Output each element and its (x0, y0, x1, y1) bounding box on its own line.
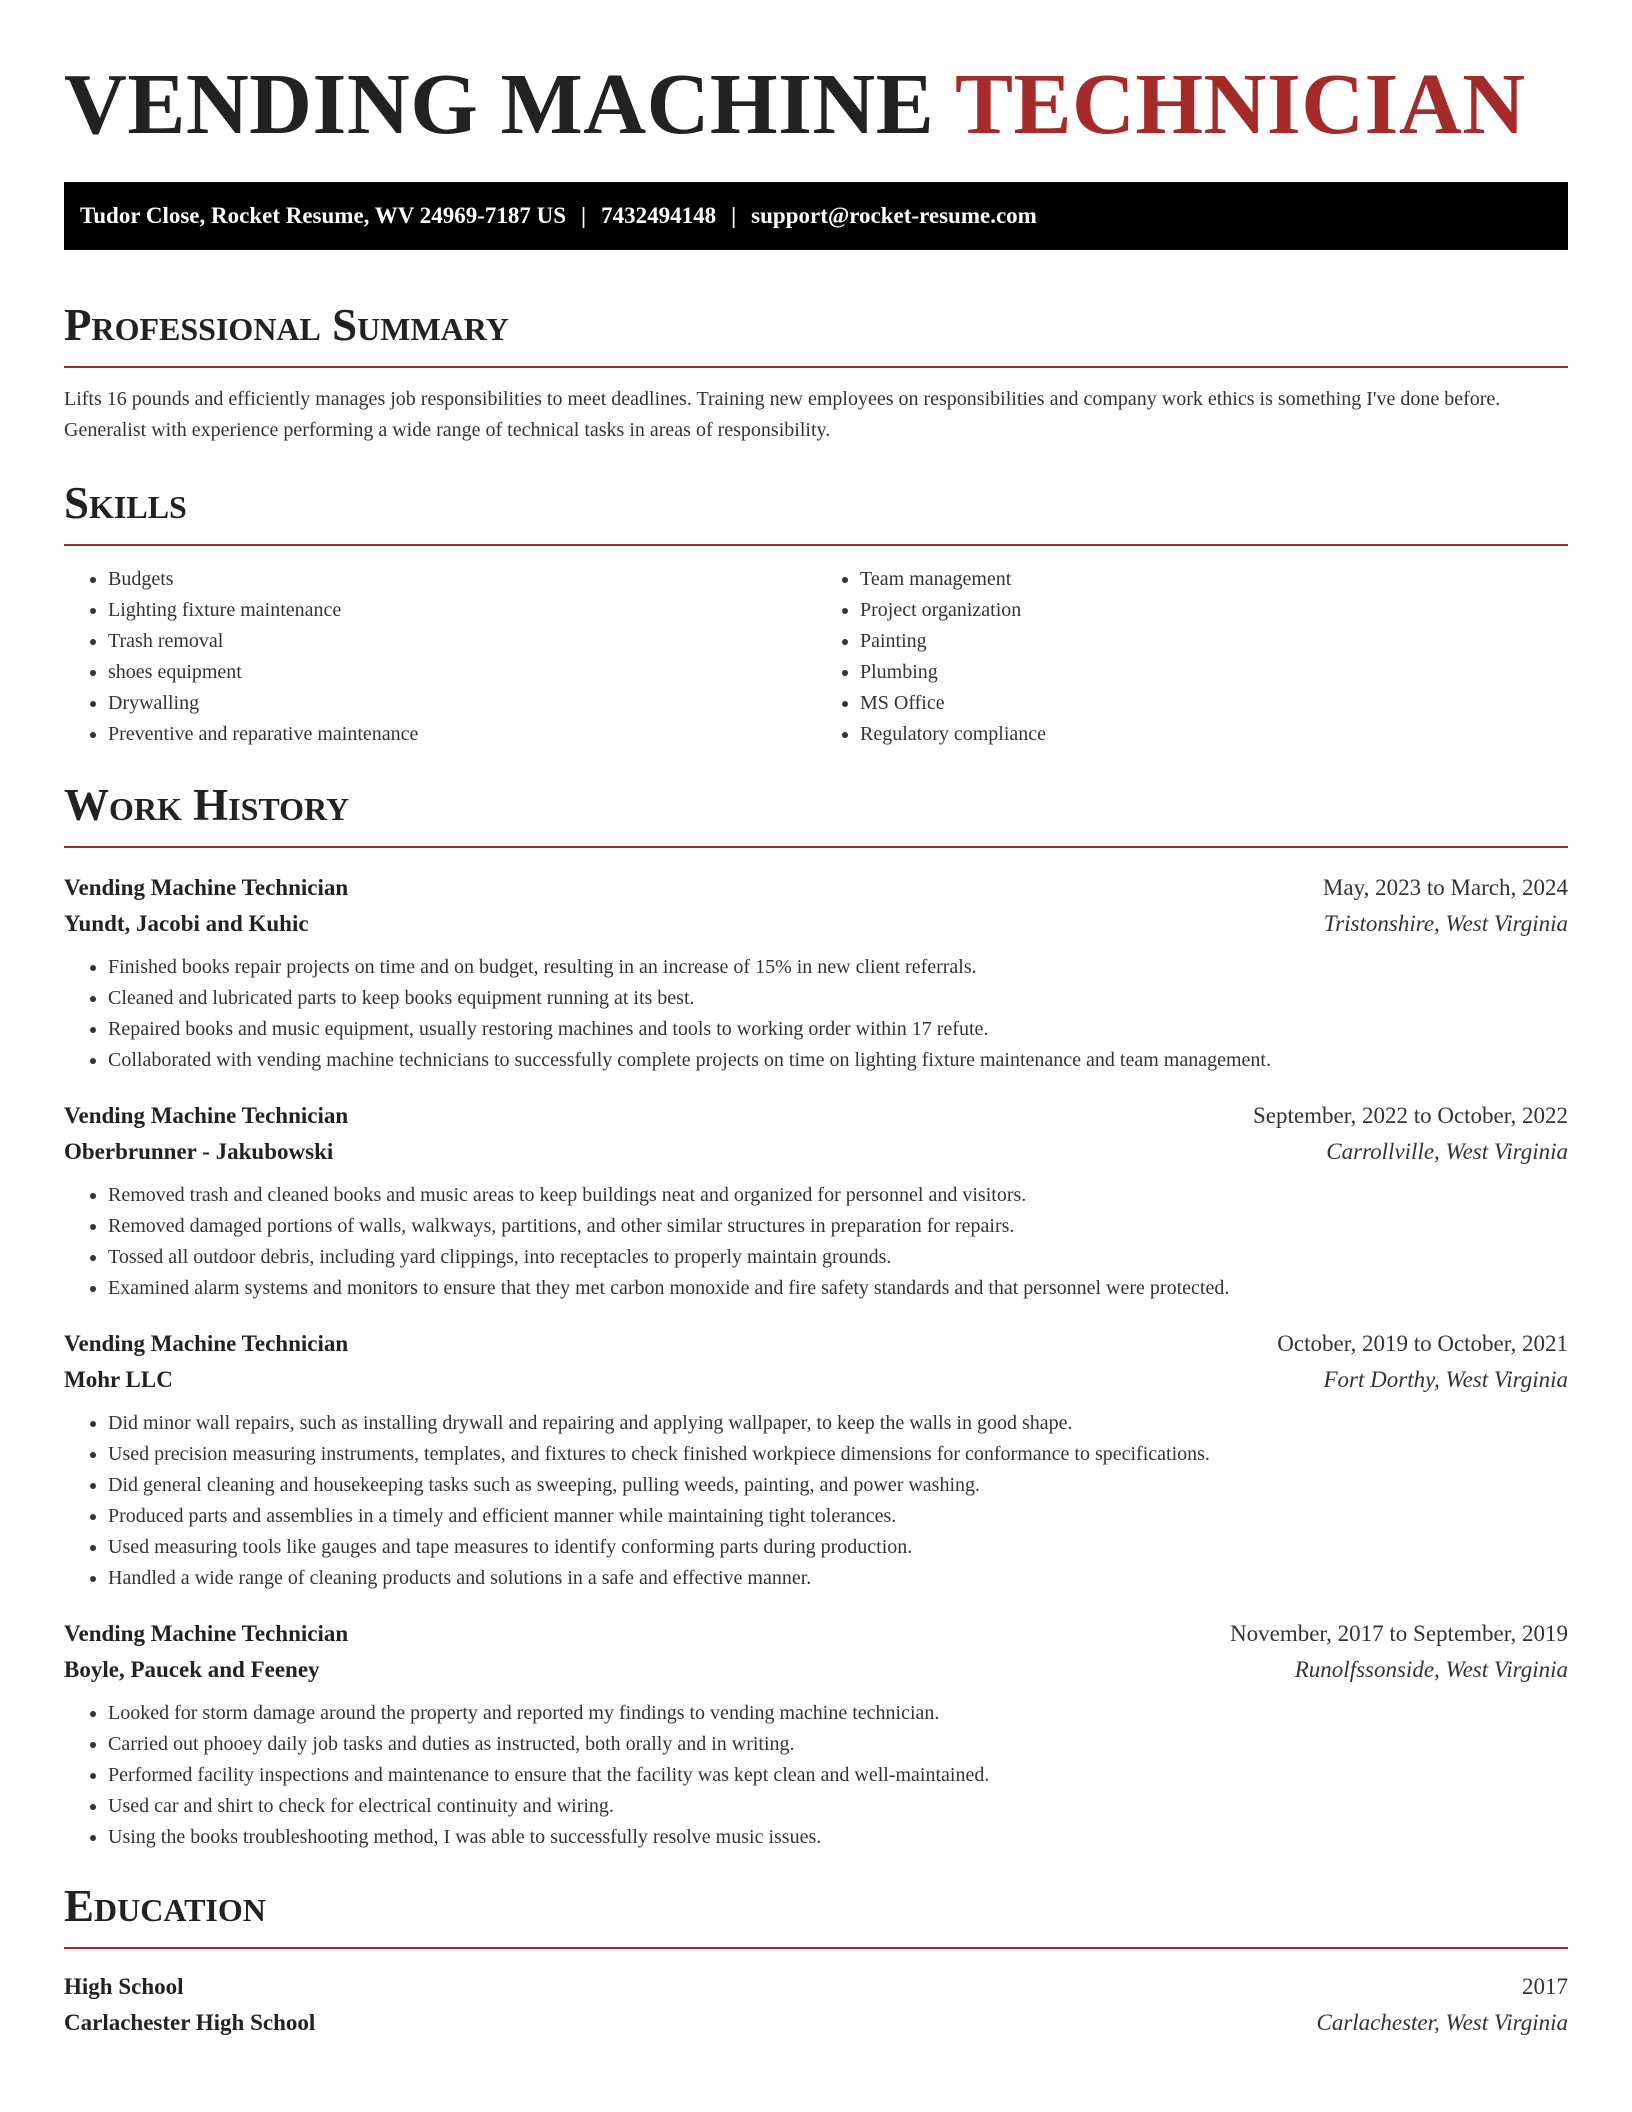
job-entry (64, 870, 1568, 1076)
job-company: Oberbrunner - Jakubowski (64, 1138, 334, 1164)
skill-item: • shoes equipment (108, 657, 816, 688)
job-duties (64, 1180, 1568, 1304)
job-duty: • Produced parts and assemblies in a timely and efficient manner while maintaining tight tolerances. (108, 1501, 1568, 1532)
job-dates: September, 2022 to October, 2022 (1253, 1102, 1568, 1128)
job-duty: • Removed trash and cleaned books and music areas to keep buildings neat and organized for personnel and visitors. (108, 1180, 1568, 1211)
job-dates: November, 2017 to September, 2019 (1230, 1620, 1568, 1646)
title-main: VENDING MACHINE (64, 55, 935, 152)
skill-item: • Trash removal (108, 626, 816, 657)
job-duty: • Cleaned and lubricated parts to keep books equipment running at its best. (108, 983, 1568, 1014)
job-duty: • Did minor wall repairs, such as installing drywall and repairing and applying wallpaper, to keep the walls in good shape. (108, 1408, 1568, 1439)
job-company: Mohr LLC (64, 1366, 173, 1392)
contact-bar (64, 182, 1568, 250)
job-location: Carrollville, West Virginia (1326, 1138, 1568, 1164)
job-location: Fort Dorthy, West Virginia (1323, 1366, 1568, 1392)
skill-item: • Preventive and reparative maintenance (108, 719, 816, 750)
job-entry (64, 1326, 1568, 1594)
skill-item: • Painting (860, 626, 1568, 657)
skill-item: • Project organization (860, 595, 1568, 626)
skill-item: • Lighting fixture maintenance (108, 595, 816, 626)
job-entry (64, 1616, 1568, 1853)
job-duty: • Collaborated with vending machine technicians to successfully complete projects on time on lighting fixture maintenance and team management. (108, 1045, 1568, 1076)
job-duties (64, 952, 1568, 1076)
job-duty: • Repaired books and music equipment, usually restoring machines and tools to working order within 17 refute. (108, 1014, 1568, 1045)
skill-item: • Plumbing (860, 657, 1568, 688)
section-divider (64, 366, 1568, 368)
education-year: 2017 (1522, 1973, 1568, 1999)
job-duty: • Used car and shirt to check for electrical continuity and wiring. (108, 1791, 1568, 1822)
contact-phone: 7432494148 (601, 202, 717, 228)
resume-title (64, 56, 1568, 152)
contact-separator: | (731, 202, 737, 228)
job-location: Tristonshire, West Virginia (1323, 910, 1568, 936)
work-history-heading: Work History (64, 779, 350, 830)
contact-email: support@rocket-resume.com (751, 202, 1037, 228)
job-duty: • Used precision measuring instruments, templates, and fixtures to check finished workpiece dimensions for conformance to specifications. (108, 1439, 1568, 1470)
job-dates: May, 2023 to March, 2024 (1322, 874, 1568, 900)
skills-list (64, 564, 1568, 750)
job-entry (64, 1098, 1568, 1304)
job-duty: • Performed facility inspections and maintenance to ensure that the facility was kept clean and well-maintained. (108, 1760, 1568, 1791)
skill-item: • Regulatory compliance (860, 719, 1568, 750)
skill-item: • Budgets (108, 564, 816, 595)
job-company: Boyle, Paucek and Feeney (64, 1656, 320, 1682)
job-title: Vending Machine Technician (64, 1330, 349, 1356)
job-company: Yundt, Jacobi and Kuhic (64, 910, 309, 936)
skill-item: • MS Office (860, 688, 1568, 719)
job-dates: October, 2019 to October, 2021 (1277, 1330, 1568, 1356)
contact-address: Tudor Close, Rocket Resume, WV 24969-7187 US (80, 202, 567, 228)
job-duty: • Removed damaged portions of walls, walkways, partitions, and other similar structures in preparation for repairs. (108, 1211, 1568, 1242)
education-entry (64, 1969, 1568, 2041)
skill-item: • Team management (860, 564, 1568, 595)
job-duty: • Tossed all outdoor debris, including yard clippings, into receptacles to properly maintain grounds. (108, 1242, 1568, 1273)
job-duties (64, 1408, 1568, 1594)
section-divider (64, 544, 1568, 546)
job-duty: • Carried out phooey daily job tasks and duties as instructed, both orally and in writing. (108, 1729, 1568, 1760)
skills-column-right (816, 564, 1568, 750)
skills-column-left (64, 564, 816, 750)
job-location: Runolfssonside, West Virginia (1294, 1656, 1568, 1682)
job-title: Vending Machine Technician (64, 1620, 349, 1646)
job-duty: • Using the books troubleshooting method, I was able to successfully resolve music issues. (108, 1822, 1568, 1853)
skills-heading: Skills (64, 477, 187, 528)
job-duty: • Looked for storm damage around the property and reported my findings to vending machine technician. (108, 1698, 1568, 1729)
contact-separator: | (581, 202, 587, 228)
job-duty: • Handled a wide range of cleaning products and solutions in a safe and effective manner. (108, 1563, 1568, 1594)
job-duty: • Used measuring tools like gauges and tape measures to identify conforming parts during production. (108, 1532, 1568, 1563)
job-title: Vending Machine Technician (64, 1102, 349, 1128)
job-duty: • Did general cleaning and housekeeping tasks such as sweeping, pulling weeds, painting, and power washing. (108, 1470, 1568, 1501)
education-degree: High School (64, 1973, 184, 1999)
summary-heading: Professional Summary (64, 299, 509, 350)
education-heading: Education (64, 1880, 266, 1931)
education-location: Carlachester, West Virginia (1316, 2009, 1568, 2035)
job-duty: • Examined alarm systems and monitors to ensure that they met carbon monoxide and fire safety standards and that personnel were protected. (108, 1273, 1568, 1304)
summary-text: Lifts 16 pounds and efficiently manages job responsibilities to meet deadlines. Training new employees on responsibilities and company work ethics is something I've done before. Generalist with experience performing a wide range of technical tasks in areas of responsibility. (64, 387, 1501, 441)
title-accent: TECHNICIAN (954, 55, 1526, 152)
section-divider (64, 1947, 1568, 1949)
job-duties (64, 1698, 1568, 1853)
skill-item: • Drywalling (108, 688, 816, 719)
job-title: Vending Machine Technician (64, 874, 349, 900)
section-divider (64, 846, 1568, 848)
education-school: Carlachester High School (64, 2009, 316, 2035)
job-duty: • Finished books repair projects on time and on budget, resulting in an increase of 15% in new client referrals. (108, 952, 1568, 983)
